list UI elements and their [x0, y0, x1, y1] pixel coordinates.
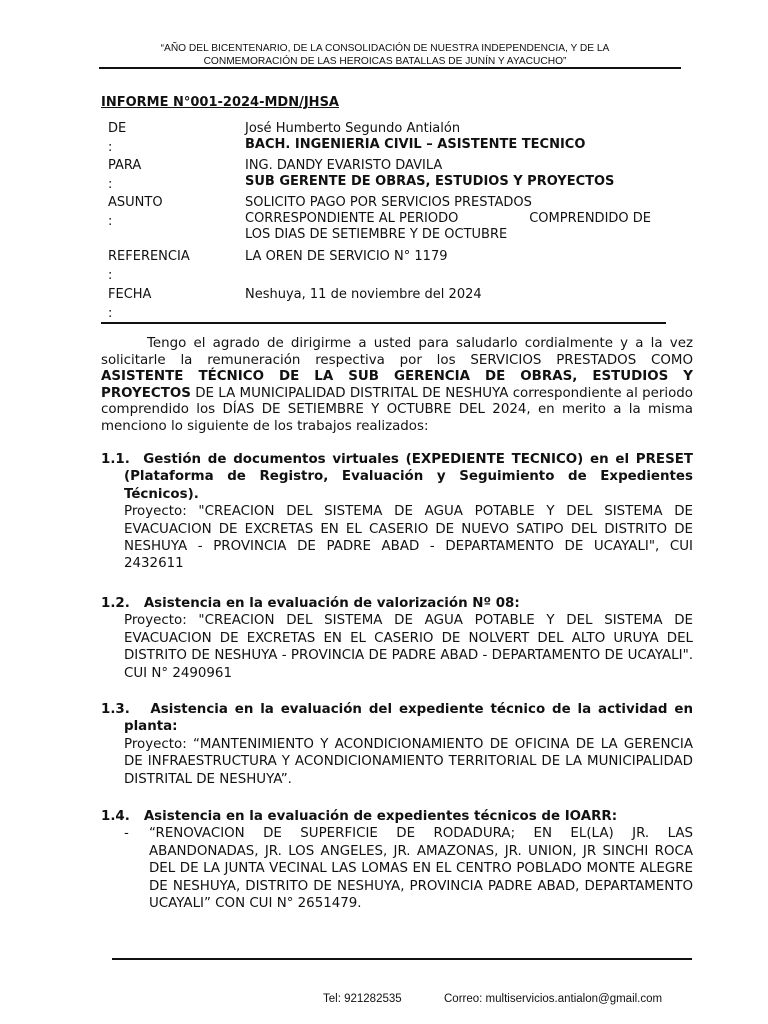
- recipient-role: SUB GERENTE DE OBRAS, ESTUDIOS Y PROYECTOS: [245, 174, 615, 189]
- document-title: INFORME N°001-2024-MDN/JHSA: [101, 95, 339, 110]
- field-referencia-value: LA OREN DE SERVICIO N° 1179: [245, 249, 448, 264]
- sender-role: BACH. INGENIERIA CIVIL – ASISTENTE TECNICO: [245, 137, 586, 152]
- header-motto-line1: “AÑO DEL BICENTENARIO, DE LA CONSOLIDACIÓN DE NUESTRA INDEPENDENCIA, Y DE LA: [160, 43, 610, 54]
- field-para-value: [245, 158, 665, 190]
- section-1-2: [101, 595, 693, 682]
- fields-rule: [101, 322, 666, 324]
- section-body: Proyecto: “MANTENIMIENTO Y ACONDICIONAMIENTO DE OFICINA DE LA GERENCIA DE INFRAESTRUCTURA Y ACONDICIONAMIENTO TERRITORIAL DE LA MUNICIPALIDAD DISTRITAL DE NESHUYA”.: [124, 736, 693, 787]
- field-fecha-label: FECHA :: [108, 287, 152, 321]
- header-motto: [130, 42, 640, 68]
- section-body: “RENOVACION DE SUPERFICIE DE RODADURA; EN EL(LA) JR. LAS ABANDONADAS, JR. LOS ANGELES, JR. AMAZONAS, JR. UNION, JR SINCHI ROCA DEL DE LA JUNTA VECINAL LAS LOMAS EN EL CENTRO POBLADO MONTE ALEGRE DE NESHUYA, DISTRITO DE NESHUYA, PROVINCIA PADRE ABAD, DEPARTAMENTO UCAYALI” CON CUI N° 2651479.: [149, 826, 693, 912]
- section-heading: Asistencia en la evaluación de valorización Nº 08:: [143, 596, 520, 611]
- list-item: [101, 825, 693, 912]
- header-rule: [99, 67, 681, 69]
- section-number: 1.1.: [101, 452, 130, 467]
- recipient-name: ING. DANDY EVARISTO DAVILA: [245, 158, 443, 173]
- sender-name: José Humberto Segundo Antialón: [245, 121, 461, 136]
- bullet-dash: -: [124, 826, 129, 842]
- footer-email: Correo: multiservicios.antialon@gmail.com: [444, 993, 663, 1005]
- section-heading: Gestión de documentos virtuales (EXPEDIENTE TECNICO) en el PRESET (Plataforma de Registro, Evaluación y Seguimiento de Expedientes Técnicos).: [124, 452, 693, 502]
- field-de-label: DE :: [108, 121, 127, 155]
- field-referencia-label: REFERENCIA :: [108, 249, 190, 283]
- intro-bold: ASISTENTE TÉCNICO DE LA SUB GERENCIA DE OBRAS, ESTUDIOS Y PROYECTOS: [101, 369, 693, 401]
- section-heading: Asistencia en la evaluación del expediente técnico de la actividad en planta:: [124, 702, 693, 735]
- field-para-label: PARA :: [108, 158, 142, 192]
- section-body: Proyecto: "CREACION DEL SISTEMA DE AGUA POTABLE Y DEL SISTEMA DE EVACUACION DE EXCRETAS EN EL CASERIO DE NUEVO SATIPO DEL DISTRITO DE NESHUYA - PROVINCIA DE PADRE ABAD - DEPARTAMENTO DE UCAYALI", CUI 2432611: [124, 504, 693, 572]
- field-asunto-label: ASUNTO :: [108, 195, 163, 229]
- section-number: 1.2.: [101, 596, 130, 611]
- header-motto-line2: CONMEMORACIÓN DE LAS HEROICAS BATALLAS DE JUNÍN Y AYACUCHO”: [203, 56, 567, 67]
- section-1-1: [101, 451, 693, 573]
- footer-tel: Tel: 921282535: [323, 993, 402, 1005]
- field-asunto-value: SOLICITO PAGO POR SERVICIOS PRESTADOS CORRESPONDIENTE AL PERIODO COMPRENDIDO DE LOS DIAS DE SETIEMBRE Y DE OCTUBRE: [245, 195, 651, 242]
- intro-paragraph: Tengo el agrado de dirigirme a usted para saludarlo cordialmente y a la vez solicitarle la remuneración respectiva por los SERVICIOS PRESTADOS COMO ASISTENTE TÉCNICO DE LA SUB GERENCIA DE OBRAS, ESTUDIOS Y PROYECTOS DE LA MUNICIPALIDAD DISTRITAL DE NESHUYA correspondiente al periodo comprendido los DÍAS DE SETIEMBRE Y OCTUBRE DEL 2024, en merito a la misma menciono lo siguiente de los trabajos realizados:: [101, 336, 693, 434]
- section-number: 1.4.: [101, 809, 130, 824]
- section-heading: Asistencia en la evaluación de expedientes técnicos de IOARR:: [143, 809, 618, 824]
- field-fecha-value: Neshuya, 11 de noviembre del 2024: [245, 287, 482, 302]
- section-1-4: [101, 808, 693, 912]
- footer-rule: [112, 958, 692, 960]
- section-body: Proyecto: "CREACION DEL SISTEMA DE AGUA POTABLE Y DEL SISTEMA DE EVACUACION DE EXCRETAS EN EL CASERIO DE NOLVERT DEL ALTO URUYA DEL DISTRITO DE NESHUYA - PROVINCIA DE PADRE ABAD - DEPARTAMENTO DE UCAYALI". CUI N° 2490961: [124, 613, 693, 681]
- section-number: 1.3.: [101, 702, 130, 717]
- field-de-value: [245, 121, 665, 153]
- section-1-3: [101, 701, 693, 788]
